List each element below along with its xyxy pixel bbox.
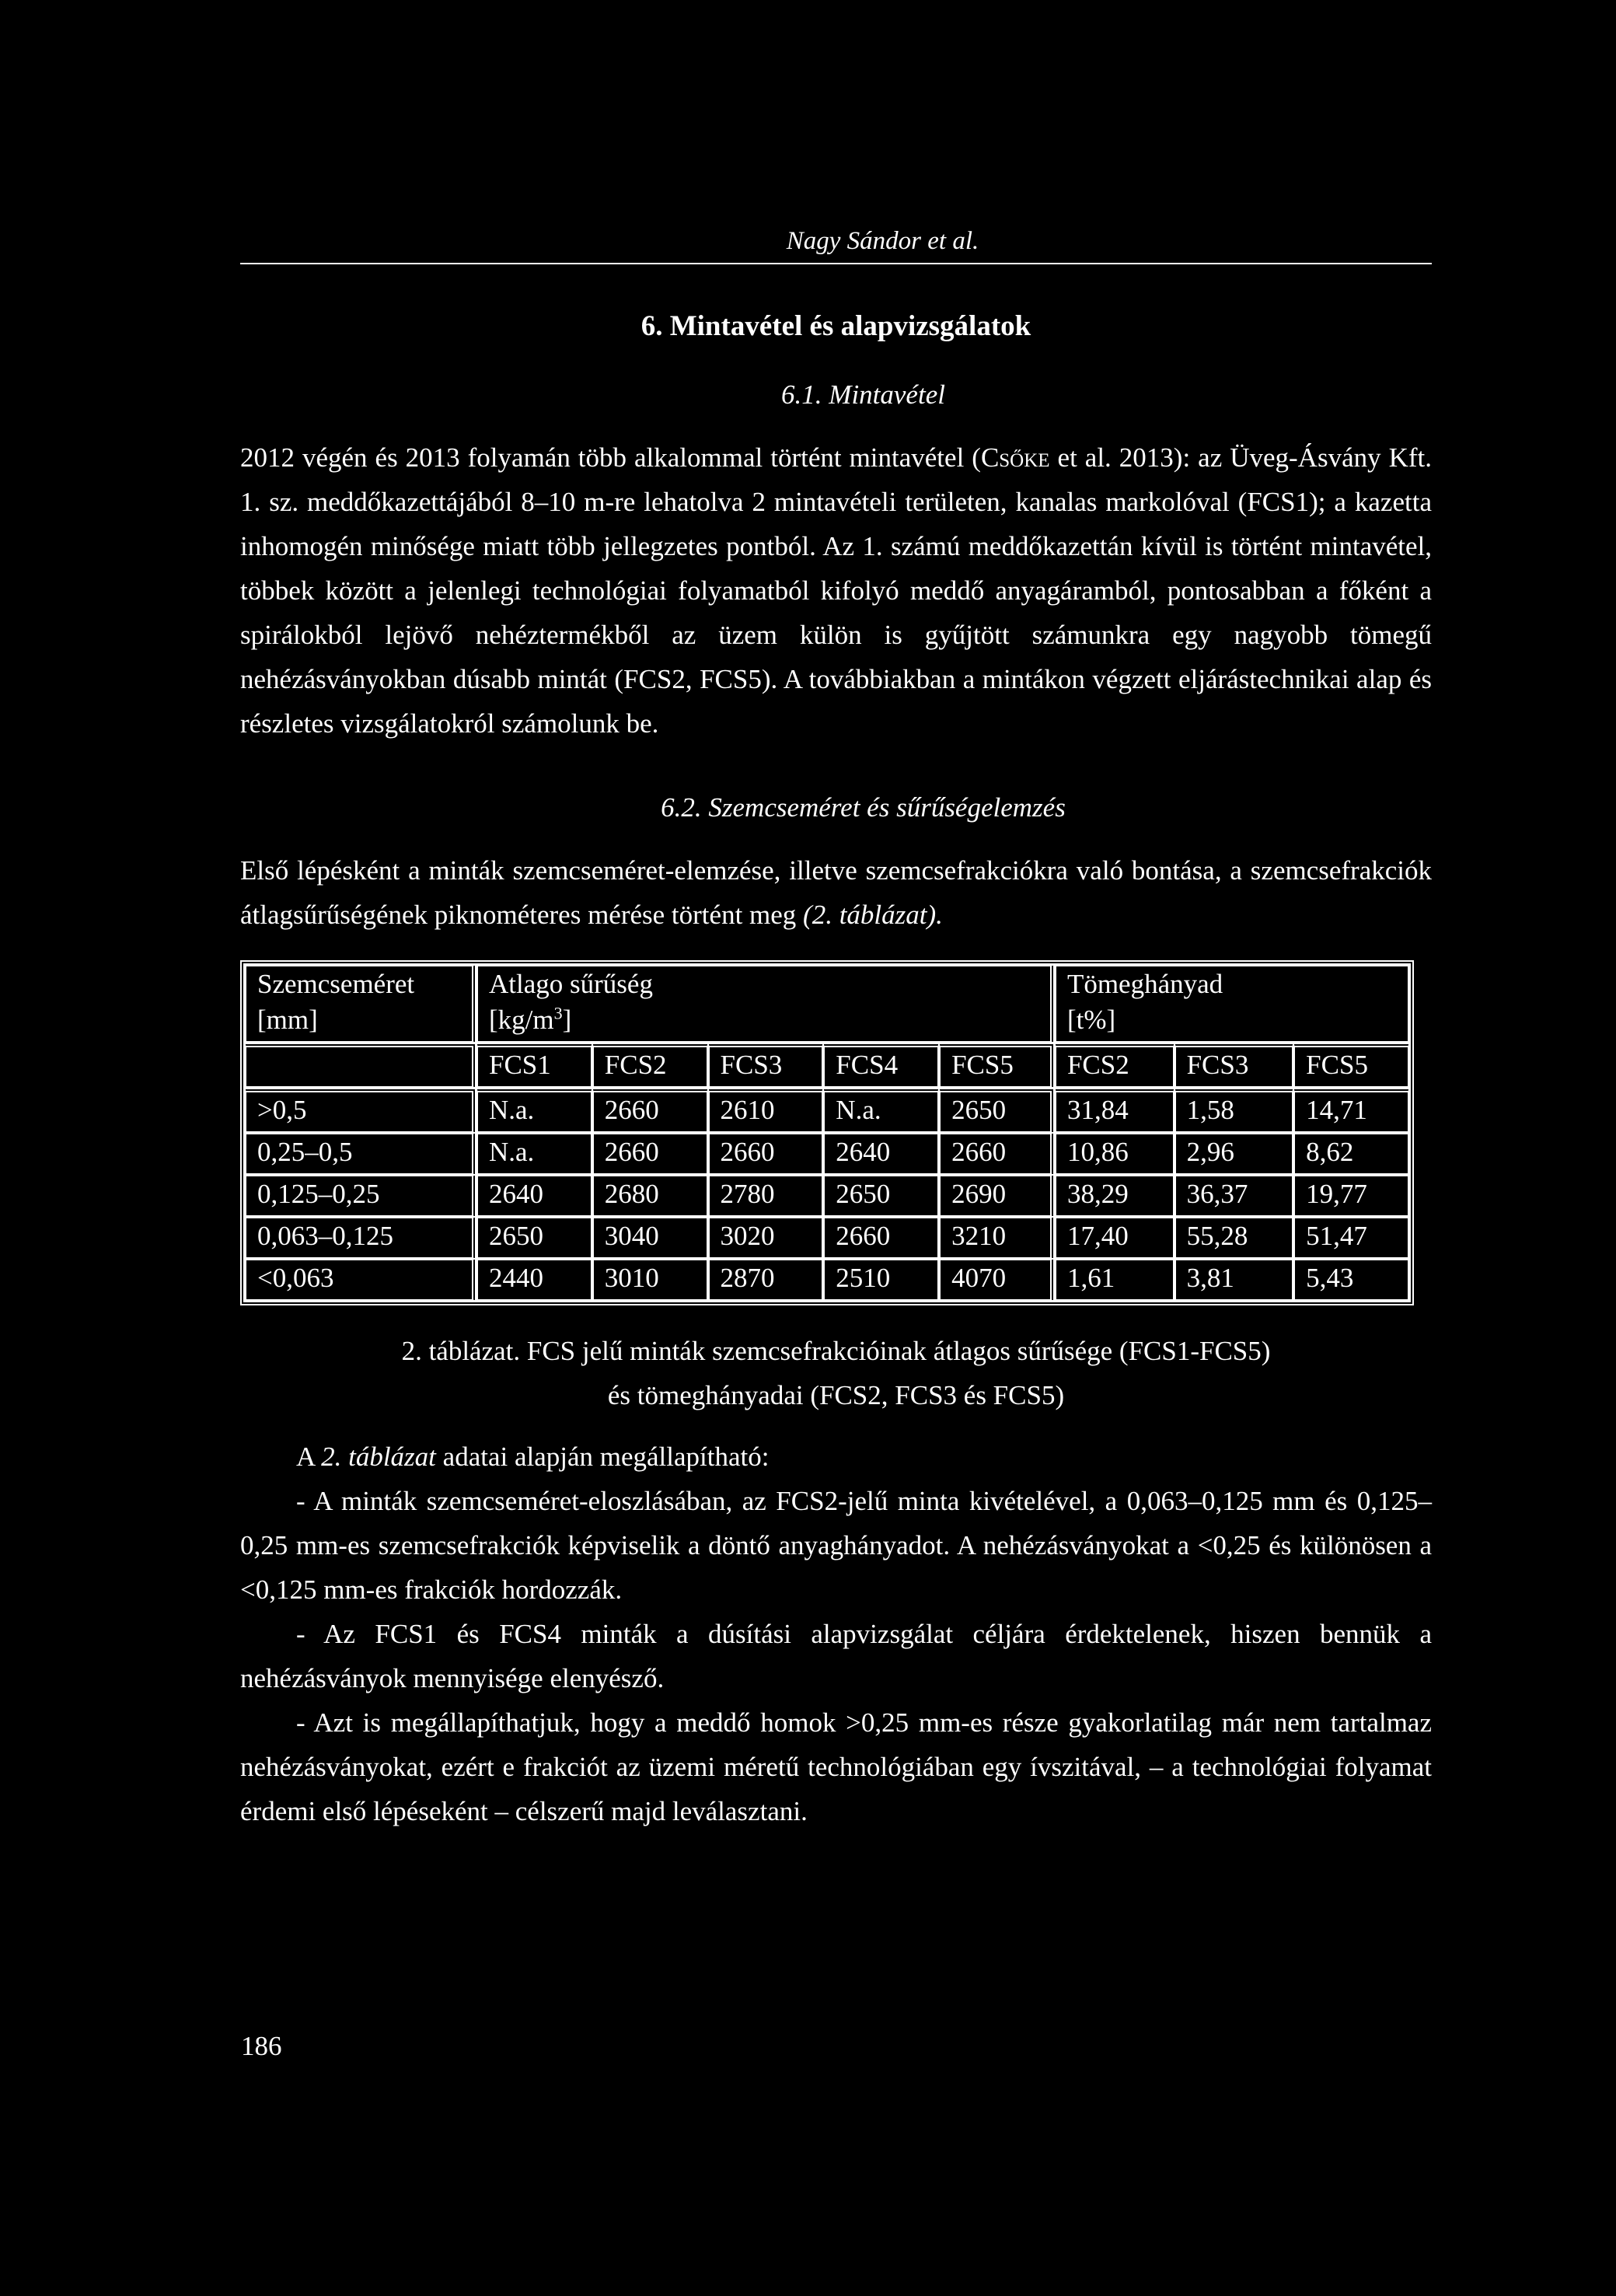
paragraph-sampling [240, 435, 1432, 746]
paragraph-sampling-text-a: 2012 végén és 2013 folyamán több alkalommal történt mintavétel ( [240, 442, 981, 473]
subheader-cell: FCS3 [708, 1043, 824, 1088]
table-cell: 2650 [823, 1175, 939, 1217]
table-cell: 14,71 [1293, 1088, 1409, 1133]
table-cell: 3010 [592, 1259, 708, 1301]
header-mass-label: Tömeghányad [1066, 969, 1223, 999]
table-cell: 17,40 [1055, 1217, 1174, 1259]
table-cell: 2650 [939, 1088, 1055, 1133]
table-cell: 2440 [476, 1259, 592, 1301]
table-cell: 3210 [939, 1217, 1055, 1259]
table-header-row [245, 965, 1409, 1043]
finding-item-3: - Azt is megállapíthatjuk, hogy a meddő homok >0,25 mm-es része gyakorlatilag már nem tartalmaz nehézásványokat, ezért e frakciót az üzemi méretű technológiában egy ívszitával, – a technológiai folyamat érdemi első lépéseként – célszerű majd leválasztani. [240, 1707, 1432, 1826]
author-name: Csőke [980, 442, 1050, 473]
table-cell: 2660 [939, 1133, 1055, 1175]
subsection-title-grain-size: 6.2. Szemcseméret és sűrűségelemzés [661, 792, 1066, 823]
table-cell: 2780 [708, 1175, 824, 1217]
table-cell: 1,61 [1055, 1259, 1174, 1301]
table-cell: 4070 [939, 1259, 1055, 1301]
table-cell: 2680 [592, 1175, 708, 1217]
table-cell: 0,063–0,125 [245, 1217, 476, 1259]
subheader-cell: FCS1 [476, 1043, 592, 1088]
subheader-cell: FCS5 [1293, 1043, 1409, 1088]
header-mass-unit: [t%] [1066, 1005, 1116, 1035]
table-row [245, 1088, 1409, 1133]
subheader-cell: FCS2 [1055, 1043, 1174, 1088]
subheader-empty [245, 1043, 476, 1088]
table-row [245, 1175, 1409, 1217]
table-cell: 3020 [708, 1217, 824, 1259]
table-cell: 2660 [592, 1133, 708, 1175]
header-mass-fraction [1055, 965, 1409, 1043]
header-grain-size [245, 965, 476, 1043]
table-cell: 31,84 [1055, 1088, 1174, 1133]
paragraph-sampling-text-b: et al. 2013): az Üveg-Ásvány Kft. 1. sz. meddőkazettájából 8–10 m-re lehatolva 2 mintavételi területen, kanalas markolóval (FCS1); a kazetta inhomogén minősége miatt több jellegzetes pontból. Az 1. számú meddőkazettán kívül is történt mintavétel, többek között a jelenlegi technológiai folyamatból kifolyó meddő anyagáramból, pontosabban a főként a spirálokból lejövő nehéztermékből az üzem külön is gyűjtött számunkra egy nagyobb tömegű nehézásványokban dúsabb mintát (FCS2, FCS5). A továbbiakban a mintákon végzett eljárástechnikai alap és részletes vizsgálatokról számolunk be. [240, 442, 1432, 739]
subheader-cell: FCS4 [823, 1043, 939, 1088]
page-number: 186 [241, 2031, 282, 2061]
paragraph-grain-size-text: Első lépésként a minták szemcseméret-elemzése, illetve szemcsefrakciókra való bontása, a szemcsefrakciók átlagsűrűségének piknométeres mérése történt meg [240, 855, 1432, 930]
findings-intro [240, 1435, 1432, 1479]
subheader-cell: FCS3 [1174, 1043, 1294, 1088]
table-cell: 2,96 [1174, 1133, 1294, 1175]
table-reference: (2. táblázat). [803, 900, 943, 930]
table-cell: 36,37 [1174, 1175, 1294, 1217]
header-density-sup: 3 [553, 1003, 563, 1023]
table-cell: N.a. [476, 1088, 592, 1133]
findings-intro-ref: 2. táblázat [321, 1442, 436, 1472]
table-cell: 2510 [823, 1259, 939, 1301]
findings-intro-b: adatai alapján megállapítható: [435, 1442, 770, 1472]
table-cell: 0,25–0,5 [245, 1133, 476, 1175]
table-cell: <0,063 [245, 1259, 476, 1301]
table-cell: 2660 [592, 1088, 708, 1133]
findings-intro-a: A [296, 1442, 322, 1472]
finding-item-2: - Az FCS1 és FCS4 minták a dúsítási alapvizsgálat céljára érdektelenek, hiszen bennük a nehézásványok mennyisége elenyésző. [240, 1619, 1432, 1693]
table-cell: 5,43 [1293, 1259, 1409, 1301]
table-cell: 2650 [476, 1217, 592, 1259]
subheader-cell: FCS2 [592, 1043, 708, 1088]
paragraph-grain-size [240, 848, 1432, 937]
table-cell: N.a. [823, 1088, 939, 1133]
table-cell: 2660 [823, 1217, 939, 1259]
header-density-unit-close: ] [562, 1005, 572, 1035]
table-cell: N.a. [476, 1133, 592, 1175]
header-density [476, 965, 1055, 1043]
header-density-unit: [kg/m [489, 1005, 554, 1035]
table-row [245, 1259, 1409, 1301]
caption-line-1: 2. táblázat. FCS jelű minták szemcsefrakcióinak átlagos sűrűsége (FCS1-FCS5) [401, 1336, 1271, 1366]
table-caption [240, 1329, 1432, 1417]
density-table [240, 960, 1414, 1305]
header-grain-size-label: Szemcseméret [257, 969, 415, 999]
header-grain-size-unit: [mm] [257, 1005, 318, 1035]
running-header: Nagy Sándor et al. [240, 225, 1432, 264]
table-cell: 51,47 [1293, 1217, 1409, 1259]
section-title: 6. Mintavétel és alapvizsgálatok [640, 310, 1031, 342]
table-cell: 2640 [476, 1175, 592, 1217]
table-cell: 2870 [708, 1259, 824, 1301]
table-cell: 38,29 [1055, 1175, 1174, 1217]
table-cell: 2690 [939, 1175, 1055, 1217]
table-cell: 55,28 [1174, 1217, 1294, 1259]
header-density-label: Atlago sűrűség [489, 969, 653, 999]
table-cell: 8,62 [1293, 1133, 1409, 1175]
table-cell: >0,5 [245, 1088, 476, 1133]
table-cell: 19,77 [1293, 1175, 1409, 1217]
document-page [240, 225, 1432, 1833]
table-cell: 2660 [708, 1133, 824, 1175]
subheader-cell: FCS5 [939, 1043, 1055, 1088]
table-subheader-row [245, 1043, 1409, 1088]
table-cell: 0,125–0,25 [245, 1175, 476, 1217]
table-cell: 1,58 [1174, 1088, 1294, 1133]
table-row [245, 1217, 1409, 1259]
table-cell: 2640 [823, 1133, 939, 1175]
table-row [245, 1133, 1409, 1175]
table-cell: 2610 [708, 1088, 824, 1133]
caption-line-2: és tömeghányadai (FCS2, FCS3 és FCS5) [607, 1380, 1065, 1410]
table-cell: 3040 [592, 1217, 708, 1259]
table-cell: 3,81 [1174, 1259, 1294, 1301]
finding-item-1: - A minták szemcseméret-eloszlásában, az FCS2-jelű minta kivételével, a 0,063–0,125 mm és 0,125–0,25 mm-es szemcsefrakciók képviselik a döntő anyaghányadot. A nehézásványokat a <0,25 és különösen a <0,125 mm-es frakciók hordozzák. [240, 1486, 1432, 1605]
subsection-title-sampling: 6.1. Mintavétel [781, 379, 945, 410]
table-cell: 10,86 [1055, 1133, 1174, 1175]
